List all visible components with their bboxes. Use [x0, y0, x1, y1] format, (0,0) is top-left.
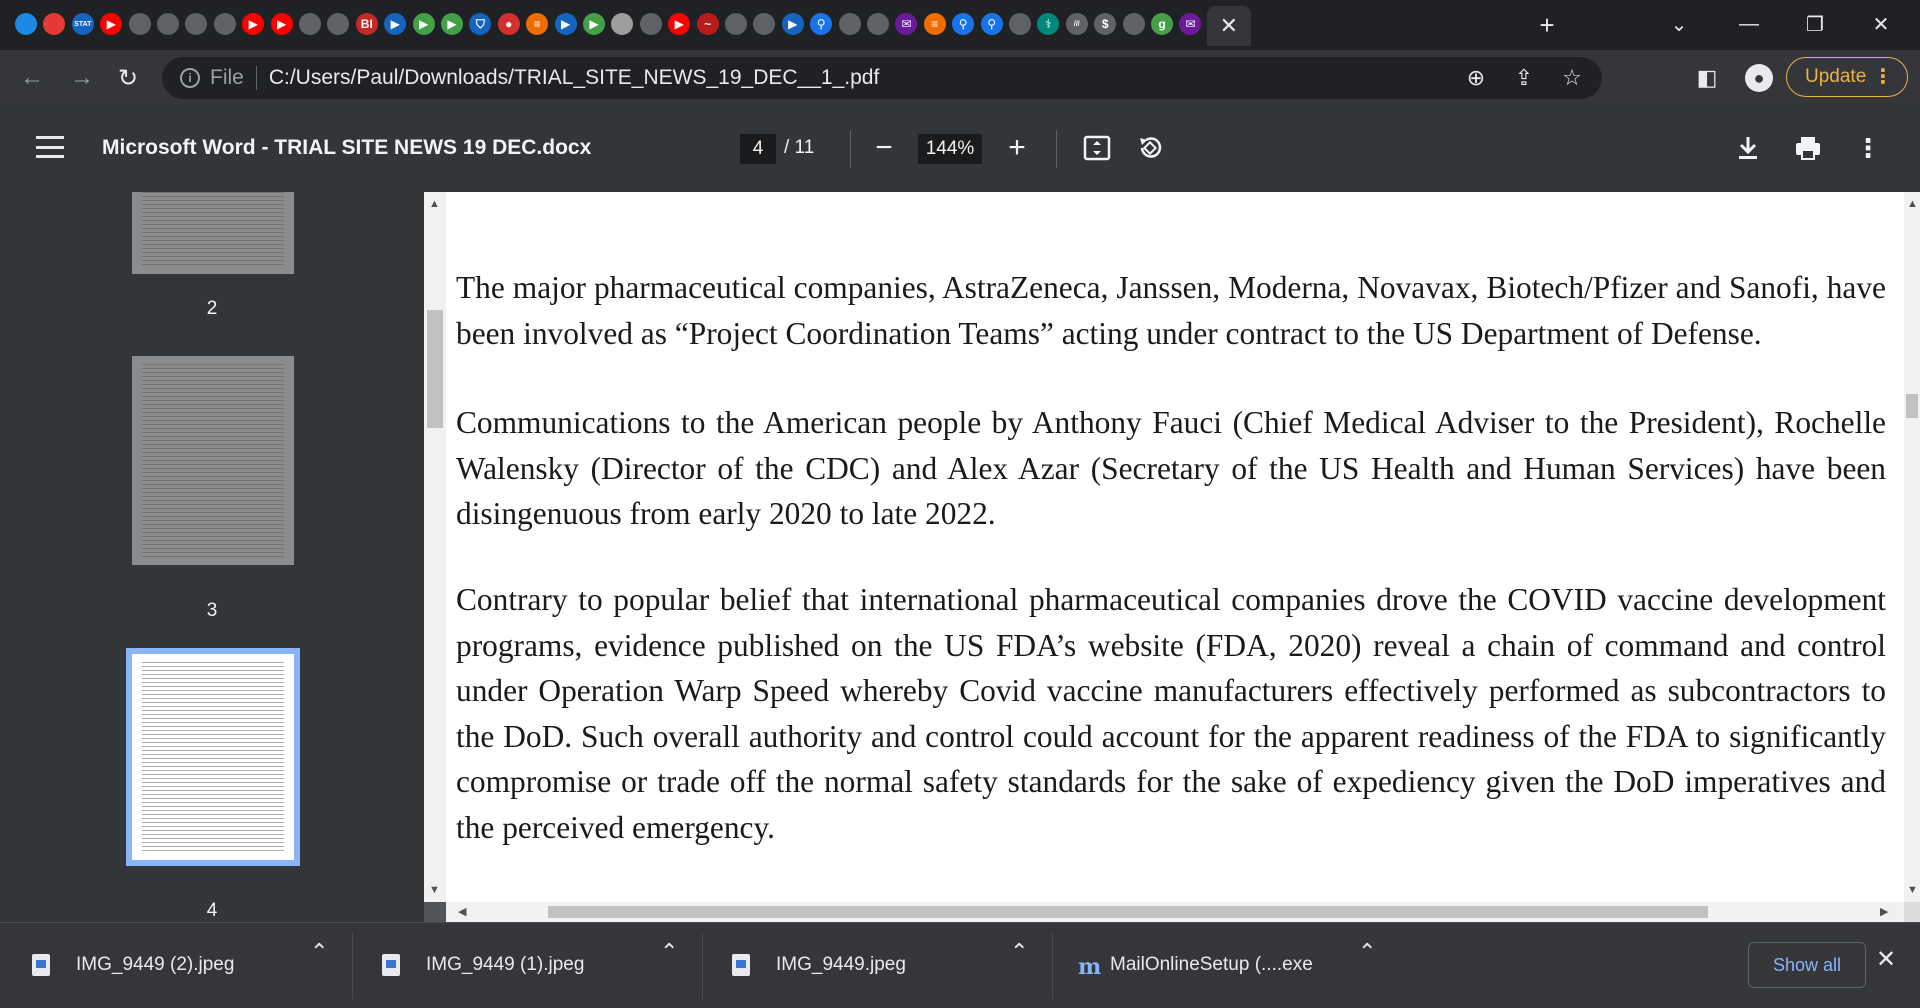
pdf-page [446, 192, 1904, 902]
caduceus-icon: ⚕ [1037, 13, 1059, 35]
globe-icon [640, 13, 662, 35]
tab-favicon[interactable] [466, 10, 494, 38]
tab-favicon[interactable] [892, 10, 920, 38]
zoom-icon[interactable]: ⊕ [1466, 65, 1486, 90]
rumble-icon: ▶ [441, 13, 463, 35]
horizontal-scrollbar[interactable] [446, 902, 1904, 922]
thumbnail-label: 2 [206, 298, 218, 319]
download-divider [702, 933, 703, 999]
search-icon: ⚲ [952, 13, 974, 35]
tab-favicon[interactable] [1006, 10, 1034, 38]
download-item[interactable] [32, 937, 234, 993]
reload-button[interactable] [112, 62, 144, 94]
tab-favicon[interactable] [864, 10, 892, 38]
globe-icon [867, 13, 889, 35]
page-number-input[interactable]: 4 [740, 134, 776, 164]
bird-icon: ~ [697, 13, 719, 35]
zoom-out-button[interactable] [866, 130, 902, 166]
tab-favicon[interactable] [324, 10, 352, 38]
toolbar-divider [850, 130, 851, 168]
browser-toolbar [0, 50, 1920, 106]
shield-icon: ⛉ [469, 13, 491, 35]
image-file-icon [732, 954, 750, 976]
mic-icon: ● [498, 13, 520, 35]
tab-favicon[interactable] [154, 10, 182, 38]
tab-favicon[interactable] [779, 10, 807, 38]
back-button[interactable] [16, 62, 48, 94]
dollar-icon: $ [1094, 13, 1116, 35]
window-close-button[interactable]: ✕ [1872, 13, 1890, 36]
tab-favicon[interactable] [40, 10, 68, 38]
tab-favicon[interactable] [69, 10, 97, 38]
globe-icon [1009, 13, 1031, 35]
download-icon [1736, 135, 1760, 161]
scroll-left-arrow-icon[interactable]: ◀ [458, 906, 467, 918]
tab-favicon[interactable] [126, 10, 154, 38]
bi-icon: BI [356, 13, 378, 35]
globe-icon [185, 13, 207, 35]
globe-icon [15, 13, 37, 35]
tab-favicon[interactable] [97, 10, 125, 38]
more-options-button[interactable] [1850, 130, 1886, 166]
globe-icon [129, 13, 151, 35]
url-text[interactable]: C:/Users/Paul/Downloads/TRIAL_SITE_NEWS_19_DEC__1_.pdf [268, 66, 880, 89]
paragraph: The major pharmaceutical companies, AstraZeneca, Janssen, Moderna, Novavax, Biotech/Pfizer and Sanofi, have been involved as “Project Coordination Teams” acting under contract to the US Department of Defense. [456, 270, 1886, 351]
side-panel-icon[interactable]: ◧ [1696, 65, 1718, 90]
tab-favicon[interactable] [1034, 10, 1062, 38]
scrollbar-thumb[interactable] [1906, 394, 1918, 418]
tab-favicon[interactable] [1091, 10, 1119, 38]
g-icon: g [1151, 13, 1173, 35]
page-thumbnail-4[interactable] [132, 654, 294, 860]
tab-favicon[interactable] [665, 10, 693, 38]
hashtag-icon: /// [1066, 13, 1088, 35]
minus-icon: − [875, 131, 893, 164]
map-icon [611, 13, 633, 35]
info-icon[interactable]: i [180, 68, 200, 88]
search-icon: ⚲ [810, 13, 832, 35]
print-button[interactable] [1790, 130, 1826, 166]
hamburger-menu-icon[interactable] [36, 136, 64, 158]
omnibox-actions [1462, 64, 1586, 92]
chevron-up-icon[interactable]: ⌃ [1010, 939, 1029, 964]
bookmark-star-icon[interactable]: ☆ [1562, 65, 1582, 90]
zoom-input[interactable]: 144% [918, 134, 982, 164]
mail-icon: ✉ [1179, 13, 1201, 35]
tab-strip [0, 0, 1920, 50]
play-icon: ▶ [782, 13, 804, 35]
globe-icon [214, 13, 236, 35]
arrow-left-icon: ← [20, 64, 44, 91]
forward-button[interactable] [66, 62, 98, 94]
search-icon: ⚲ [981, 13, 1003, 35]
scroll-down-arrow-icon[interactable]: ▼ [429, 884, 440, 896]
show-all-downloads-button[interactable]: Show all [1748, 942, 1866, 988]
scroll-up-arrow-icon[interactable]: ▲ [1907, 198, 1918, 210]
download-item[interactable] [1078, 937, 1313, 993]
tab-favicon[interactable] [1120, 10, 1148, 38]
tab-favicon[interactable] [836, 10, 864, 38]
play-icon: ▶ [384, 13, 406, 35]
globe-icon [327, 13, 349, 35]
rotate-button[interactable] [1132, 130, 1168, 166]
tab-favicon[interactable] [1148, 10, 1176, 38]
page-thumbnail-2[interactable] [132, 192, 294, 274]
rumble-icon: ▶ [413, 13, 435, 35]
globe-icon [753, 13, 775, 35]
viewer-scrollbar[interactable] [1904, 192, 1920, 902]
profile-avatar[interactable] [1744, 63, 1774, 93]
globe-icon [725, 13, 747, 35]
download-item[interactable] [382, 937, 584, 993]
plus-icon: + [1008, 131, 1026, 164]
rotate-icon [1136, 134, 1164, 162]
youtube-icon: ▶ [100, 13, 122, 35]
tab-close-icon[interactable]: ✕ [1219, 13, 1239, 38]
close-downloads-icon[interactable]: ✕ [1876, 946, 1897, 973]
youtube-icon: ▶ [271, 13, 293, 35]
url-divider [256, 66, 257, 90]
tab-favicon[interactable] [978, 10, 1006, 38]
tab-favicon[interactable] [495, 10, 523, 38]
tab-favicon[interactable] [1063, 10, 1091, 38]
download-filename: IMG_9449.jpeg [776, 954, 906, 975]
download-item[interactable] [732, 937, 906, 993]
tab-favicon[interactable] [12, 10, 40, 38]
youtube-icon: ▶ [242, 13, 264, 35]
tab-favicon[interactable] [182, 10, 210, 38]
kebab-menu-icon: ⋮ [1873, 66, 1893, 88]
person-icon: ● [1745, 64, 1773, 92]
minimize-button[interactable]: — [1739, 12, 1759, 35]
paragraph: Communications to the American people by Anthony Fauci (Chief Medical Adviser to the President), Rochelle Walensky (Director of the CDC) and Alex Azar (Secretary of the US Health and Human Services) have been disingenuous from early 2020 to late 2022. [456, 405, 1886, 531]
active-tab[interactable] [1207, 6, 1251, 46]
tab-favicon[interactable] [949, 10, 977, 38]
tab-favicon[interactable] [268, 10, 296, 38]
scrollbar-corner [1904, 902, 1920, 922]
thumbnail-label: 3 [206, 600, 218, 621]
download-filename: IMG_9449 (1).jpeg [426, 954, 585, 975]
pdf-toolbar [0, 106, 1920, 192]
fit-to-page-icon [1083, 135, 1111, 161]
tab-favicon[interactable] [211, 10, 239, 38]
arrow-right-icon: → [70, 64, 94, 91]
tab-favicon[interactable] [381, 10, 409, 38]
chevron-up-icon[interactable]: ⌃ [1358, 939, 1377, 964]
scroll-down-arrow-icon[interactable]: ▼ [1907, 884, 1918, 896]
page-total: / 11 [784, 137, 815, 158]
thumbnail-sidebar [0, 192, 424, 922]
download-filename: MailOnlineSetup (....exe [1110, 954, 1313, 975]
globe-icon [157, 13, 179, 35]
installer-file-icon: m [1078, 954, 1102, 980]
scrollbar-thumb[interactable] [427, 310, 443, 428]
globe-icon [839, 13, 861, 35]
new-tab-button[interactable]: + [1539, 9, 1555, 40]
downloads-bar [0, 922, 1920, 1008]
update-label: Update [1805, 66, 1867, 87]
tab-favicon[interactable] [296, 10, 324, 38]
tab-favicon[interactable] [552, 10, 580, 38]
image-file-icon [32, 954, 50, 976]
download-filename: IMG_9449 (2).jpeg [76, 954, 235, 975]
tab-favicon[interactable] [637, 10, 665, 38]
fit-page-button[interactable] [1079, 130, 1115, 166]
reload-icon: ↻ [117, 64, 139, 92]
url-scheme: File [210, 66, 244, 89]
tab-favicon[interactable] [807, 10, 835, 38]
toolbar-divider [1056, 130, 1057, 168]
flower-icon [43, 13, 65, 35]
tab-favicon[interactable] [921, 10, 949, 38]
scroll-up-arrow-icon[interactable]: ▲ [429, 198, 440, 210]
chevron-up-icon[interactable]: ⌃ [660, 939, 679, 964]
scrollbar-thumb[interactable] [548, 906, 1708, 918]
paragraph: Contrary to popular belief that international pharmaceutical companies drove the COVID vaccine development programs, evidence published on the US FDA’s website (FDA, 2020) reveal a chain of command and control under Operation Warp Speed whereby Covid vaccine manufacturers effectively performed as subcontractors to the DoD. Such overall authority and control could account for the apparent readiness of the FDA to significantly compromise or trade off the normal safety standards for the sake of expediency given the DoD imperatives and the perceived emergency. [456, 582, 1886, 845]
chevron-up-icon[interactable]: ⌃ [310, 939, 329, 964]
tab-favicon[interactable] [750, 10, 778, 38]
download-divider [352, 933, 353, 999]
zoom-in-button[interactable] [999, 130, 1035, 166]
page-scrollbar[interactable] [424, 192, 446, 902]
rumble-icon: ▶ [583, 13, 605, 35]
stat-icon: STAT [72, 13, 94, 35]
tab-favicon[interactable] [438, 10, 466, 38]
scroll-right-arrow-icon[interactable]: ▶ [1880, 906, 1889, 918]
tab-favicon[interactable] [239, 10, 267, 38]
update-button[interactable] [1786, 57, 1908, 97]
share-icon[interactable]: ⇪ [1514, 65, 1534, 90]
page-thumbnail-3[interactable] [132, 356, 294, 565]
download-divider [1052, 933, 1053, 999]
mail-icon: ✉ [895, 13, 917, 35]
pdf-viewer [0, 192, 1920, 922]
tab-favicon[interactable] [523, 10, 551, 38]
stack-icon: ≡ [526, 13, 548, 35]
youtube-icon: ▶ [668, 13, 690, 35]
tab-favicon[interactable] [1176, 10, 1204, 38]
address-bar[interactable] [162, 57, 1602, 99]
tab-favicon[interactable] [608, 10, 636, 38]
tab-search-button[interactable]: ⌄ [1670, 13, 1688, 36]
tab-favicon[interactable] [410, 10, 438, 38]
document-title: Microsoft Word - TRIAL SITE NEWS 19 DEC.docx [102, 136, 592, 159]
download-button[interactable] [1730, 130, 1766, 166]
thumbnail-label: 4 [206, 900, 218, 921]
restore-button[interactable]: ❐ [1806, 13, 1824, 36]
play-icon: ▶ [555, 13, 577, 35]
tab-favicon[interactable] [694, 10, 722, 38]
printer-icon [1794, 135, 1822, 161]
tab-favicon[interactable] [722, 10, 750, 38]
globe-icon [299, 13, 321, 35]
stack-icon: ≡ [924, 13, 946, 35]
tab-favicon[interactable] [580, 10, 608, 38]
image-file-icon [382, 954, 400, 976]
globe-icon [1123, 13, 1145, 35]
tab-favicon[interactable] [353, 10, 381, 38]
kebab-menu-icon: ⋮ [1855, 132, 1881, 163]
